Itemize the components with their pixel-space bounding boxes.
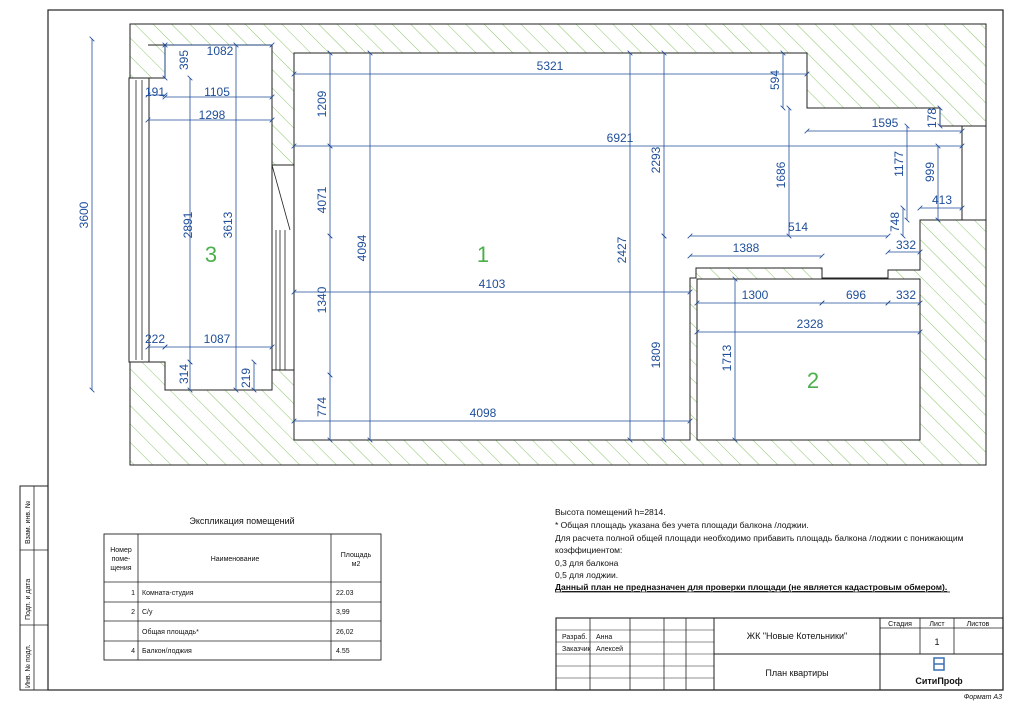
dimension-label: 1300: [741, 288, 769, 302]
dimension-label: 1082: [206, 44, 234, 58]
dimension-label: 6921: [606, 131, 634, 145]
dimension-label: 1809: [649, 341, 663, 369]
hatched-walls: [129, 24, 986, 465]
header-area: Площадь м2: [340, 552, 372, 568]
developer-label: Разраб.: [562, 634, 588, 641]
sheet-value: 1: [934, 637, 940, 647]
project-name: ЖК "Новые Котельники": [746, 631, 848, 641]
dimension-label: 1105: [204, 85, 230, 99]
note-coef: коэффициентом:: [555, 545, 623, 555]
dimension-label: 1340: [315, 286, 329, 314]
dimension-label: 2891: [181, 211, 195, 239]
dimension-label: 222: [144, 332, 166, 346]
row-area: 3,99: [336, 609, 350, 616]
row-number: 4: [131, 648, 135, 655]
note-height: Высота помещений h=2814.: [555, 507, 666, 517]
format-label: Формат А3: [963, 694, 1002, 701]
notes: [555, 507, 964, 592]
row-name: С/у: [142, 609, 153, 616]
dimension-label: 1388: [732, 241, 760, 255]
drawing-name: План квартиры: [765, 668, 829, 678]
dimension-label: 5321: [536, 59, 564, 73]
client-name: Алексей: [596, 646, 624, 653]
row-number: 2: [131, 609, 135, 616]
dimension-label: 1595: [871, 116, 899, 130]
row-area: 26,02: [336, 629, 354, 636]
explication-table: [104, 516, 381, 660]
header-name: Наименование: [210, 556, 260, 563]
dimension-label: 191: [144, 85, 166, 99]
dimension-label: 4094: [355, 234, 369, 262]
dimension-label: 1298: [198, 108, 226, 122]
dimension-label: 2427: [615, 236, 629, 264]
dimension-label: 4098: [469, 406, 497, 420]
row-area: 4.55: [336, 648, 350, 655]
client-label: Заказчик: [562, 646, 591, 653]
dimension-label: 514: [787, 220, 809, 234]
row-name: Балкон/лоджия: [142, 648, 192, 655]
room-number-2: 2: [806, 368, 820, 393]
note-area: * Общая площадь указана без учета площади балкона /лоджии.: [555, 520, 809, 530]
sheets-label: Листов: [966, 621, 990, 628]
dimension-label: 2293: [649, 146, 663, 174]
dimension-label: 1686: [774, 161, 788, 189]
dimension-label: 1087: [203, 332, 231, 346]
stage-label: Стадия: [888, 621, 912, 628]
note-balcony: Для расчета полной общей площади необходимо прибавить площадь балкона /лоджии с понижающим: [555, 533, 964, 543]
company-name: СитиПроф: [915, 676, 963, 686]
stamp-sign-date: Подп. и дата: [25, 578, 32, 620]
developer-name: Анна: [596, 634, 613, 641]
dimension-label: 332: [895, 238, 917, 252]
note-warning: Данный план не предназначен для проверки площади (не является кадастровым обмером).: [555, 582, 948, 592]
explication-title: Экспликация помещений: [189, 516, 295, 526]
dimension-label: 178: [925, 107, 939, 129]
row-name: Общая площадь*: [142, 629, 199, 636]
dimension-label: 1713: [720, 344, 734, 372]
dimension-label: 2328: [796, 317, 824, 331]
sheet-label: Лист: [929, 621, 945, 628]
room-number-1: 1: [476, 242, 490, 267]
dimension-label: 219: [239, 367, 253, 389]
dimension-label: 3600: [77, 201, 91, 229]
dimension-label: 594: [768, 69, 782, 91]
dimension-label: 4103: [478, 277, 506, 291]
stamp-inv-replace: Взам. инв. №: [25, 500, 32, 544]
stamp-inv-orig: Инв. № подл.: [25, 644, 32, 688]
dimension-label: 748: [888, 211, 902, 233]
dimension-label: 1177: [892, 151, 906, 177]
row-name: Комната-студия: [142, 590, 194, 597]
dimension-label: 4071: [315, 186, 329, 214]
row-number: 1: [131, 590, 135, 597]
header-number: Номер поме-щения: [110, 547, 132, 572]
dimension-label: 774: [315, 396, 329, 418]
company-logo-icon: [934, 658, 944, 670]
dimension-label: 3613: [221, 211, 235, 239]
note-loggia-coef: 0,5 для лоджии.: [555, 570, 619, 580]
dimension-label: 314: [177, 363, 191, 385]
dimension-label: 1209: [315, 90, 329, 118]
dimension-label: 696: [845, 288, 867, 302]
row-area: 22.03: [336, 590, 354, 597]
dimension-label: 999: [923, 161, 937, 183]
room-number-3: 3: [204, 242, 218, 267]
dimension-label: 332: [895, 288, 917, 302]
dimension-label: 413: [931, 193, 953, 207]
dimension-label: 395: [177, 49, 191, 71]
note-balcony-coef: 0,3 для балкона: [555, 558, 619, 568]
